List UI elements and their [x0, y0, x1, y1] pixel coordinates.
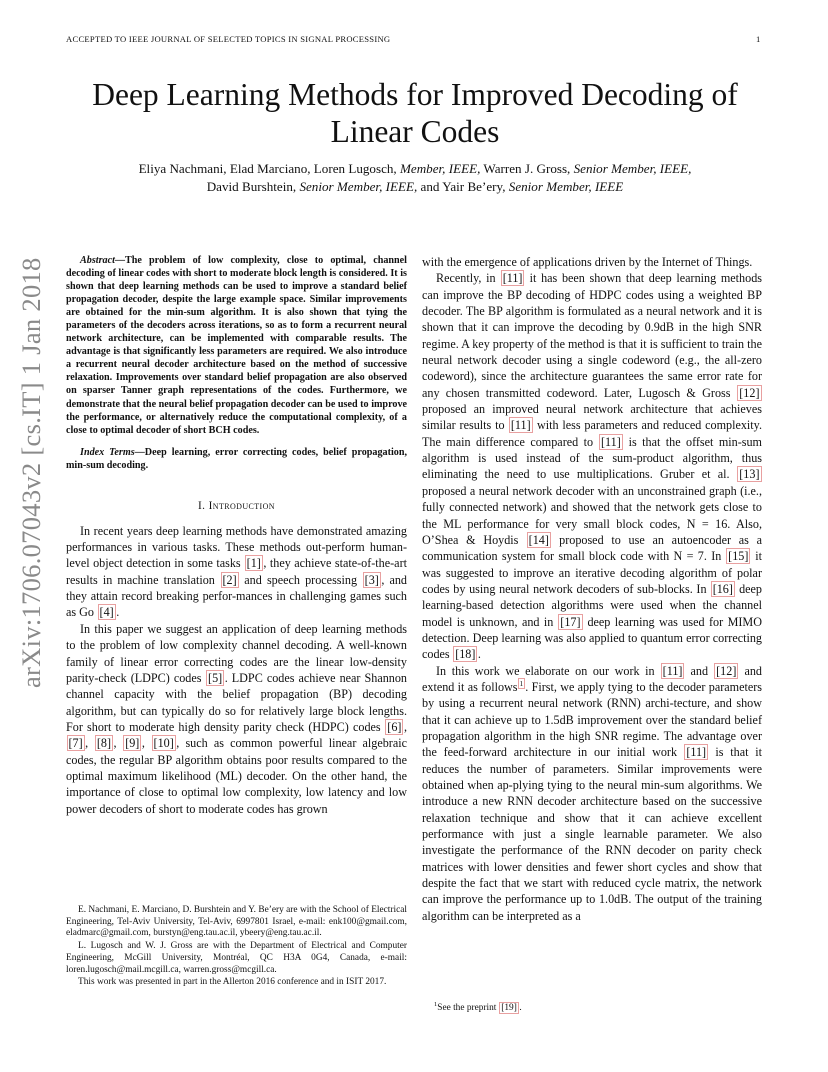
- text-run: , they achieve state-of-the-art results in machine translation: [66, 556, 407, 587]
- abstract-label: Abstract: [80, 255, 115, 266]
- author-role: Senior Member, IEEE,: [573, 161, 692, 176]
- paragraph: [66, 523, 407, 621]
- citation-link[interactable]: [17]: [560, 614, 581, 629]
- citation-link[interactable]: [10]: [153, 736, 174, 751]
- affiliation-footnotes: [66, 905, 407, 989]
- section-number: I.: [198, 499, 209, 512]
- citation-link[interactable]: [12]: [739, 385, 760, 400]
- text-run: it has been shown that deep learning methods can improve the BP decoding of HDPC codes using a weighted BP decoder. The BP algorithm is formulated as a neural network and it is shown that it can improve the decoding by 0.9dB in the high SNR regime. A key property of the method is that it is sufficient to train the neural network decoder using a single codeword (e.g., the all-zero codeword), since the architecture guarantees the same error rate for any chosen transmitted codeword. Later, Lugosch & Gross: [422, 271, 762, 400]
- citation-link[interactable]: [11]: [662, 663, 683, 678]
- text-run: proposed an improved neural network architecture that achieves similar results to: [422, 402, 762, 433]
- arxiv-watermark: arXiv:1706.07043v2 [cs.IT] 1 Jan 2018: [16, 257, 46, 688]
- citation-link[interactable]: [11]: [600, 434, 621, 449]
- section-heading: [66, 500, 407, 512]
- paper-title: [40, 76, 790, 150]
- citation-link[interactable]: [1]: [246, 556, 261, 571]
- author-names: Eliya Nachmani, Elad Marciano, Loren Lugosch,: [138, 161, 400, 176]
- text-run: In this paper we suggest an application of deep learning methods to the problem of low complexity channel decoding. A well-known family of linear error correcting codes are the linear low-density parity-check (LDPC) codes: [66, 621, 407, 685]
- citation-link[interactable]: [11]: [510, 418, 531, 433]
- citation-link[interactable]: [4]: [99, 605, 114, 620]
- title-line-2: Linear Codes: [330, 114, 500, 149]
- footnote-link[interactable]: 1: [519, 678, 524, 688]
- text-run: proposed to use an autoencoder as a communication system for small block code with N = 7. In: [422, 532, 762, 564]
- section-title: Introduction: [208, 499, 275, 512]
- footnote-mark: 1: [434, 1001, 438, 1008]
- title-line-1: Deep Learning Methods for Improved Decoding of: [92, 77, 738, 112]
- index-terms: [66, 446, 407, 472]
- citation-link[interactable]: [11]: [502, 271, 523, 286]
- text-run: .: [116, 605, 120, 620]
- text-run: it was suggested to improve an iterative decoding algorithm of polar codes by using neural network decoders of sub-blocks. In: [422, 549, 762, 596]
- text-run: .: [519, 1003, 522, 1014]
- text-run: deep learning was used for MIMO detection. Deep learning was also applied to quantum error correcting codes: [422, 614, 762, 662]
- citation-link[interactable]: [6]: [387, 719, 402, 734]
- author-role: Senior Member, IEEE,: [299, 179, 418, 194]
- left-column: [66, 254, 407, 817]
- running-header: ACCEPTED TO IEEE JOURNAL OF SELECTED TOPICS IN SIGNAL PROCESSING: [66, 34, 391, 44]
- author-role: Member, IEEE,: [399, 161, 481, 176]
- text-run: with less parameters and reduced complexity. The main difference compared to: [422, 418, 762, 449]
- citation-link[interactable]: [8]: [96, 736, 111, 751]
- footnote: [422, 999, 762, 1014]
- text-run: See the preprint: [437, 1003, 499, 1014]
- abstract-text: —The problem of low complexity, close to optimal, channel decoding of linear codes with short to moderate block length is considered. It is shown that deep learning methods can be used to improve a standard belief propagation decoder, despite the large example space. Similar improvements are obtained for the min-sum algorithm. It is also shown that tying the parameters of the decoders across iterations, so as to form a recurrent neural network architecture, can be implemented with comparable results. The advantage is that significantly less parameters are required. We also introduce a recurrent neural decoder architecture based on the method of successive relaxation. Improvements over standard belief propagation are also observed on sparser Tanner graph representations of the codes. Furthermore, we demonstrate that the neural belief propagation decoder can be used to improve the performance, or alternatively reduce the computational complexity, of a close to optimal decoder of short BCH codes.: [66, 255, 407, 436]
- abstract: [66, 254, 407, 437]
- author-names: Warren J. Gross,: [480, 161, 574, 176]
- citation-link[interactable]: [5]: [208, 670, 223, 685]
- text-run: , and they attain record breaking perfor-mances in challenging games such as Go: [66, 572, 408, 620]
- citation-link[interactable]: [19]: [501, 1003, 517, 1014]
- citation-link[interactable]: [16]: [712, 581, 733, 596]
- citation-link[interactable]: [12]: [716, 663, 737, 678]
- citation-link[interactable]: [9]: [125, 736, 140, 751]
- right-column: [422, 254, 762, 924]
- footnote: E. Nachmani, E. Marciano, D. Burshtein and Y. Be’ery are with the School of Electrical Engineering, Tel-Aviv University, Tel-Aviv, 6997801 Israel, e-mail: enk100@gmail.com, eladmarc@gmail.com, burstyn@eng.tau.ac.il, ybeery@eng.tau.ac.il.: [66, 905, 407, 939]
- text-run: . LDPC codes achieve near Shannon channel capacity with the belief propagation (BP) decoding algorithm, but can typically do so for relatively large block lengths. For short to moderate high density parity check (HDPC) codes: [66, 670, 407, 734]
- author-role: Senior Member, IEEE: [508, 179, 624, 194]
- citation-link[interactable]: [7]: [68, 736, 83, 751]
- citation-link[interactable]: [15]: [728, 549, 749, 564]
- citation-link[interactable]: [18]: [455, 647, 476, 662]
- paragraph: [422, 663, 762, 925]
- text-run: , such as common powerful linear algebraic codes, the regular BP algorithm obtains poor results compared to the optimal maximum likelihood (ML) decoder. On the other hand, the importance of close to optimal low complexity, low latency and low power decoders of short to moderate codes has grown: [66, 736, 407, 816]
- paragraph: with the emergence of applications driven by the Internet of Things.: [422, 255, 753, 269]
- text-run: is that the offset min-sum algorithm is used instead of the sum-product algorithm, thus eliminating the need to use multiplications. Gruber et al.: [422, 434, 762, 482]
- citation-link[interactable]: [14]: [528, 532, 549, 547]
- paragraph: [422, 270, 762, 662]
- author-names: and Yair Be’ery,: [417, 179, 509, 194]
- text-run: is that it reduces the number of parameters. Similar improvements were obtained when ap-plying tying to the neural min-sum algorithms. We introduce a new RNN decoder architecture based on the successive relaxation technique and show that it can achieve excellent performance with just a single learnable parameter. We also investigate the performance of the RNN decoder on parity check matrices with lower densities and fewer short cycles and show that despite the fact that we start with reduced cycle matrix, the network can improve the performance up to 1.0dB. The output of the training algorithm can be interpreted as a: [422, 745, 762, 923]
- text-run: In recent years deep learning methods have demonstrated amazing performances in various tasks. These methods out-perform human-level object detection in some tasks: [66, 523, 407, 571]
- text-run: and speech processing: [239, 572, 363, 587]
- footnote: This work was presented in part in the Allerton 2016 conference and in ISIT 2017.: [78, 977, 387, 988]
- page-number: 1: [756, 34, 761, 44]
- citation-link[interactable]: [11]: [686, 745, 707, 760]
- index-terms-label: Index Terms: [80, 446, 135, 458]
- text-run: proposed a neural network decoder with an unconstrained graph (i.e., fully connected network) and showed that the network gets close to the ML performance for very small block codes, N = 16. Also, O’Shea & Hoydis: [422, 483, 762, 547]
- footnote: L. Lugosch and W. J. Gross are with the Department of Electrical and Computer Engineering, McGill University, Montréal, QC H3A 0G4, Canada, e-mail: loren.lugosch@mail.mcgill.ca, warren.gross@mcgill.ca.: [66, 941, 407, 975]
- text-run: In this work we elaborate on our work in: [436, 663, 661, 678]
- citation-link[interactable]: [13]: [739, 467, 760, 482]
- text-run: Recently, in: [436, 271, 501, 286]
- text-run: .: [477, 647, 481, 662]
- citation-link[interactable]: [3]: [364, 572, 379, 587]
- citation-link[interactable]: [2]: [222, 572, 237, 587]
- text-run: and extend it as follows: [422, 663, 762, 694]
- index-terms-text: —Deep learning, error correcting codes, belief propagation, min-sum decoding.: [66, 446, 407, 471]
- author-list: [40, 160, 790, 196]
- text-run: and: [684, 663, 714, 678]
- text-run: . First, we apply tying to the decoder parameters by using a recurrent neural network (RNN) archi-tecture, and show that it can achieve up to 1.5dB improvement over the standard belief propagation algorithm in the high SNR regime. The advantage over the feed-forward architecture in our initial work: [422, 679, 762, 760]
- text-run: deep learning-based detection algorithms were used when the channel model is unknown, and in: [422, 581, 763, 629]
- author-names: David Burshtein,: [206, 179, 300, 194]
- paragraph: In this paper we suggest an application of deep learning methods to the problem of low complexity channel decoding. A well-known family of linear error correcting codes are the linear low-density parity-check (LDPC) codes [5] . LDPC codes achieve near Shannon channel capacity with the belief propagation (BP) decoding algorithm, but can typically do so for relatively large block lengths. For short to moderate high density parity check (HDPC) codes [6] , [7] , [8] , [9] , [10] , such as common powerful linear algebraic codes, the regular BP algorithm obtains poor results compared to the optimal maximum likelihood (ML) decoder. On the other hand, the importance of close to optimal low complexity, low latency and low power decoders of short to moderate codes has grown: [66, 621, 407, 816]
